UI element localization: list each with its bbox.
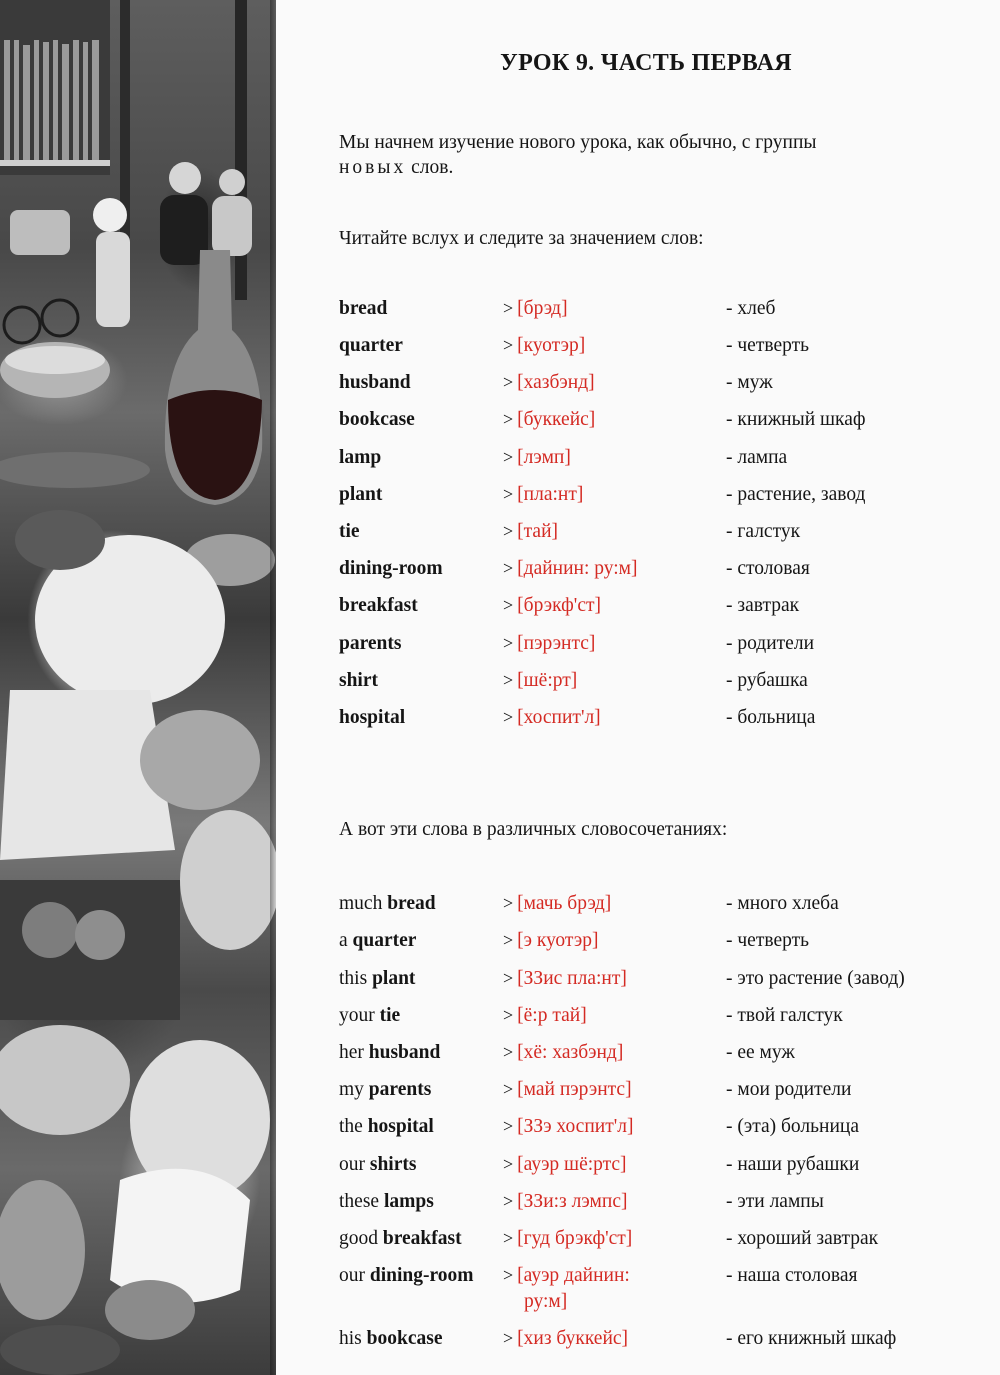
vocab-transcription: [лэмп] [517, 447, 571, 468]
phrase-transcription: [май пэрэнтс] [517, 1079, 632, 1100]
vocab-word: bread [339, 298, 388, 319]
phrase-translation: - наши рубашки [726, 1154, 860, 1175]
arrow-marker: > [503, 1191, 514, 1211]
phrase-word: lamps [383, 1191, 434, 1212]
vocab-word: tie [339, 521, 360, 542]
phrase-translation: - это растение (завод) [726, 968, 905, 989]
phrase-transcription: [ЗЗи:з лэмпс] [517, 1191, 628, 1212]
arrow-marker: > [503, 1154, 514, 1174]
vocab-word: bookcase [339, 409, 415, 430]
phrase-transcription: [ауэр шё:ртс] [517, 1154, 627, 1175]
arrow-marker: > [503, 335, 514, 355]
phrase-prefix: a [339, 930, 353, 951]
vocab-translation: - лампа [726, 447, 788, 468]
vocab-word: hospital [339, 707, 406, 728]
intro-text-1: Мы начнем изучение нового урока, как обычно, с группы [339, 132, 817, 153]
vocab-word: shirt [339, 670, 378, 691]
phrase-word: bread [387, 893, 436, 914]
arrow-marker: > [503, 409, 514, 429]
arrow-marker: > [503, 372, 514, 392]
arrow-marker: > [503, 968, 514, 988]
phrase-prefix: her [339, 1042, 369, 1063]
phrase-transcription: [ё:р тай] [517, 1005, 587, 1026]
vocab-translation: - родители [726, 633, 815, 654]
phrase-word: quarter [352, 930, 417, 951]
arrow-marker: > [503, 1079, 514, 1099]
vocab-word: parents [339, 633, 402, 654]
phrase-word: plant [372, 968, 416, 989]
vocab-transcription: [брэд] [517, 298, 568, 319]
vocab-translation: - книжный шкаф [726, 409, 866, 430]
phrase-prefix: our [339, 1265, 370, 1286]
phrase-row [339, 1152, 979, 1180]
vocab-word: breakfast [339, 595, 418, 616]
instruction-text: Читайте вслух и следите за значением слов: [339, 228, 704, 249]
phrase-prefix: his [339, 1328, 367, 1349]
phrases-intro-text: А вот эти слова в различных словосочетаниях: [339, 819, 728, 840]
vocab-transcription: [брэкф'ст] [517, 595, 601, 616]
vocab-word: husband [339, 372, 411, 393]
vocab-word: plant [339, 484, 383, 505]
vocab-row [339, 482, 979, 510]
phrase-word: parents [368, 1079, 432, 1100]
phrase-word: husband [368, 1042, 441, 1063]
vocab-row [339, 668, 979, 696]
vocab-translation: - завтрак [726, 595, 800, 616]
vocab-transcription: [пэрэнтс] [517, 633, 596, 654]
vocab-transcription: [буккейс] [517, 409, 596, 430]
phrase-row [339, 1040, 979, 1068]
vocab-row [339, 370, 979, 398]
vocab-translation: - растение, завод [726, 484, 866, 505]
vocab-row [339, 556, 979, 584]
phrase-word: shirts [369, 1154, 417, 1175]
phrase-translation: - ее муж [726, 1042, 795, 1063]
phrase-row [339, 1326, 979, 1354]
arrow-marker: > [503, 521, 514, 541]
phrase-row [339, 1263, 979, 1317]
phrase-word: breakfast [382, 1228, 462, 1249]
page-title: УРОК 9. ЧАСТЬ ПЕРВАЯ [500, 50, 792, 76]
phrase-translation: - твой галстук [726, 1005, 843, 1026]
phrase-transcription: [хиз буккейс] [517, 1328, 629, 1349]
vocab-row [339, 333, 979, 361]
vocab-transcription: [шё:рт] [517, 670, 578, 691]
arrow-marker: > [503, 558, 514, 578]
arrow-marker: > [503, 1005, 514, 1025]
phrase-row [339, 1003, 979, 1031]
vocab-translation: - четверть [726, 335, 810, 356]
intro-text-3: слов. [406, 157, 454, 178]
phrase-row [339, 966, 979, 994]
vocab-transcription: [тай] [517, 521, 558, 542]
phrase-row [339, 1226, 979, 1254]
arrow-marker: > [503, 1042, 514, 1062]
vocab-translation: - хлеб [726, 298, 776, 319]
phrase-row [339, 1077, 979, 1105]
vocab-word: dining-room [339, 558, 443, 579]
collage-edge-shadow [270, 0, 276, 1375]
phrase-prefix: my [339, 1079, 369, 1100]
phrase-word: dining-room [369, 1265, 474, 1286]
arrow-marker: > [503, 1228, 514, 1248]
phrase-transcription: [ЗЗэ хоспит'л] [517, 1116, 634, 1137]
vocab-row [339, 296, 979, 324]
phrase-translation: - его книжный шкаф [726, 1328, 897, 1349]
vocab-row [339, 519, 979, 547]
arrow-marker: > [503, 484, 514, 504]
phrase-row [339, 928, 979, 956]
vocab-translation: - больница [726, 707, 816, 728]
vocab-translation: - рубашка [726, 670, 808, 691]
vocab-row [339, 631, 979, 659]
phrase-word: hospital [367, 1116, 434, 1137]
phrase-translation: - четверть [726, 930, 810, 951]
phrase-transcription-continued: ру:м] [524, 1291, 568, 1312]
vocab-row [339, 705, 979, 733]
collage-photo-shapes [0, 0, 276, 1375]
phrase-word: tie [379, 1005, 401, 1026]
phrase-row [339, 1189, 979, 1217]
vocab-translation: - галстук [726, 521, 801, 542]
arrow-marker: > [503, 447, 514, 467]
phrase-prefix: the [339, 1116, 368, 1137]
arrow-marker: > [503, 1116, 514, 1136]
phrase-transcription: [хё: хазбэнд] [517, 1042, 624, 1063]
arrow-marker: > [503, 633, 514, 653]
vocab-transcription: [пла:нт] [517, 484, 584, 505]
vocab-word: lamp [339, 447, 382, 468]
phrase-prefix: this [339, 968, 373, 989]
vocab-transcription: [дайнин: ру:м] [517, 558, 638, 579]
vocab-row [339, 445, 979, 473]
phrase-translation: - много хлеба [726, 893, 839, 914]
vocab-row [339, 593, 979, 621]
vocab-translation: - столовая [726, 558, 810, 579]
vocab-translation: - муж [726, 372, 773, 393]
phrase-translation: - хороший завтрак [726, 1228, 879, 1249]
phrase-prefix: our [339, 1154, 370, 1175]
phrase-prefix: these [339, 1191, 384, 1212]
phrase-translation: - эти лампы [726, 1191, 824, 1212]
phrase-row [339, 891, 979, 919]
intro-text-2: новых [339, 157, 407, 178]
phrase-transcription: [мачь брэд] [517, 893, 612, 914]
vocab-word: quarter [339, 335, 403, 356]
arrow-marker: > [503, 595, 514, 615]
arrow-marker: > [503, 298, 514, 318]
phrase-translation: - наша столовая [726, 1265, 858, 1286]
arrow-marker: > [503, 707, 514, 727]
vocab-transcription: [куотэр] [517, 335, 586, 356]
phrase-prefix: much [339, 893, 388, 914]
arrow-marker: > [503, 1265, 514, 1285]
arrow-marker: > [503, 893, 514, 913]
intro-paragraph [339, 130, 955, 180]
arrow-marker: > [503, 1328, 514, 1348]
phrase-transcription: [э куотэр] [517, 930, 599, 951]
photo-collage [0, 0, 276, 1375]
phrase-transcription: [ауэр дайнин: [517, 1265, 630, 1286]
phrase-prefix: good [339, 1228, 383, 1249]
phrase-prefix: your [339, 1005, 380, 1026]
phrase-word: bookcase [366, 1328, 443, 1349]
phrase-transcription: [гуд брэкф'ст] [517, 1228, 633, 1249]
vocab-row [339, 407, 979, 435]
arrow-marker: > [503, 930, 514, 950]
vocab-transcription: [хоспит'л] [517, 707, 601, 728]
phrase-row [339, 1114, 979, 1142]
vocab-transcription: [хазбэнд] [517, 372, 595, 393]
phrase-translation: - (эта) больница [726, 1116, 860, 1137]
phrase-transcription: [ЗЗис пла:нт] [517, 968, 627, 989]
arrow-marker: > [503, 670, 514, 690]
phrase-translation: - мои родители [726, 1079, 852, 1100]
